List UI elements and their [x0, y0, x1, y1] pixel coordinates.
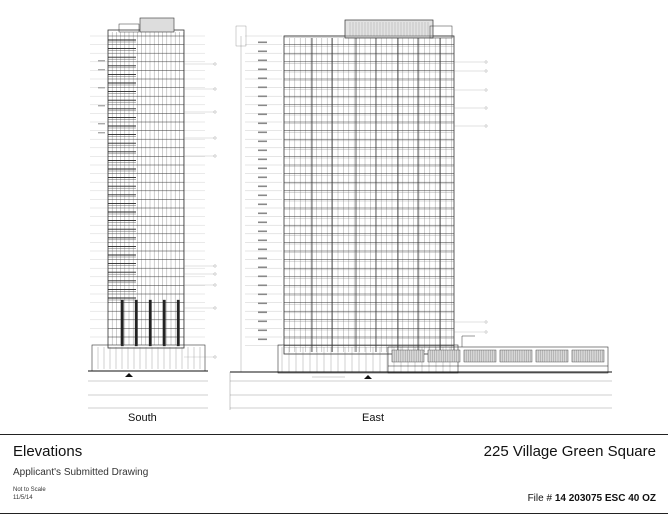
project-name: 225 Village Green Square: [483, 443, 656, 460]
sheet-subtitle: Applicant's Submitted Drawing: [13, 467, 149, 478]
sheet-date: 11/5/14: [13, 495, 33, 501]
east-elevation-label: East: [362, 412, 385, 424]
scale-note: Not to Scale: [13, 487, 46, 493]
file-prefix: File #: [527, 493, 553, 504]
south-elevation-label: South: [128, 412, 157, 424]
file-number: 14 203075 ESC 40 OZ: [554, 493, 656, 504]
file-number-block: [528, 493, 656, 504]
east-elevation: [230, 20, 612, 410]
title-block-top-rule: [0, 434, 668, 435]
south-elevation: [88, 18, 216, 408]
sheet-title: Elevations: [13, 443, 83, 460]
title-block-bottom-rule: [0, 513, 668, 514]
